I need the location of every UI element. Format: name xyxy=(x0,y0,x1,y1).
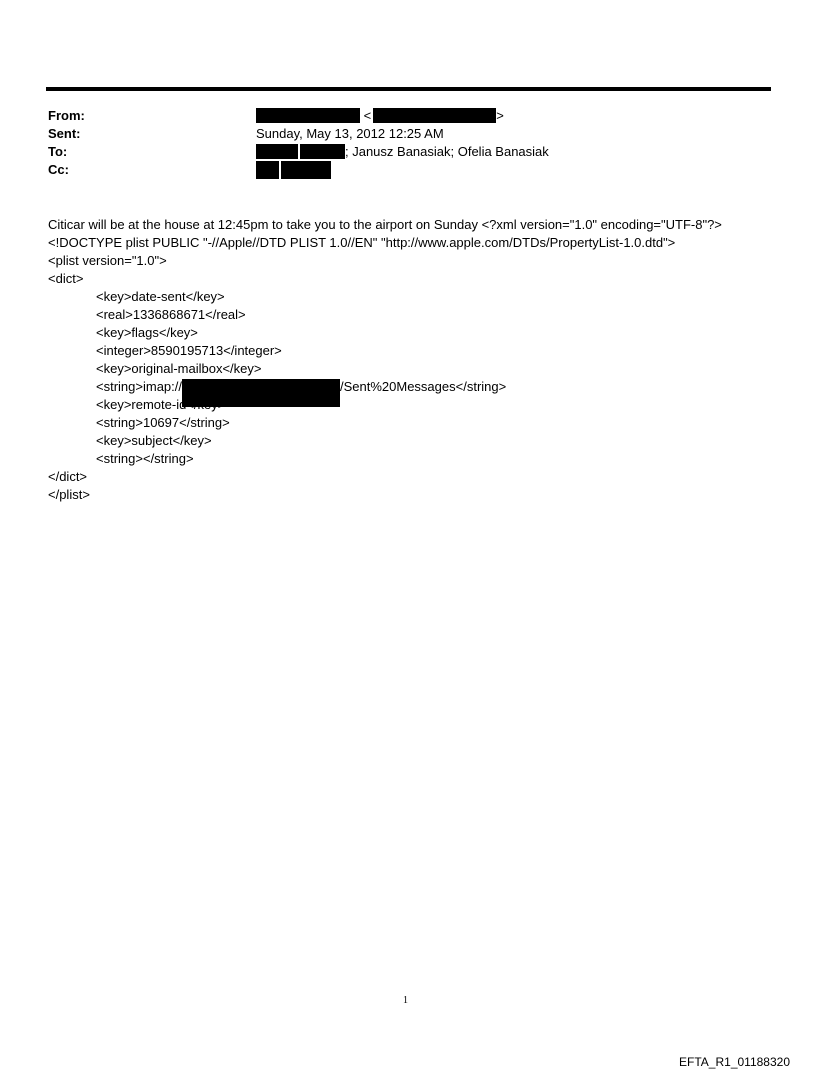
body-line: <key>original-mailbox</key> xyxy=(96,361,262,376)
cc-label: Cc: xyxy=(48,162,69,177)
imap-suffix: /Sent%20Messages</string> xyxy=(340,379,507,394)
sent-label: Sent: xyxy=(48,126,81,141)
body-line: <key>remote-id</key> xyxy=(96,397,226,412)
from-value xyxy=(256,108,504,124)
body-line-imap xyxy=(48,378,788,396)
to-redaction-first xyxy=(256,144,298,159)
imap-prefix: <string>imap:// xyxy=(96,379,182,394)
email-body xyxy=(48,216,788,504)
body-line: <real>1336868671</real> xyxy=(96,307,246,322)
body-line: <string></string> xyxy=(96,451,194,466)
body-line: <key>date-sent</key> xyxy=(96,289,225,304)
sent-value: Sunday, May 13, 2012 12:25 AM xyxy=(256,126,444,141)
body-line: <plist version="1.0"> xyxy=(48,253,167,268)
cc-redaction-last xyxy=(281,161,331,179)
body-line: <key>flags</key> xyxy=(96,325,198,340)
from-email-redaction xyxy=(373,108,496,123)
to-recipients-visible: ; Janusz Banasiak; Ofelia Banasiak xyxy=(345,144,549,159)
from-email-close: > xyxy=(496,108,504,123)
from-email-open: < xyxy=(363,108,372,123)
cc-redaction-first xyxy=(256,161,279,179)
from-label: From: xyxy=(48,108,85,123)
to-value xyxy=(256,144,549,160)
body-line: </dict> xyxy=(48,469,88,484)
body-line: <integer>8590195713</integer> xyxy=(96,343,282,358)
page-number: 1 xyxy=(403,995,408,1006)
body-line: </plist> xyxy=(48,487,90,502)
to-redaction-last xyxy=(300,144,345,159)
header-rule xyxy=(46,87,771,91)
body-line: Citicar will be at the house at 12:45pm to take you to the airport on Sunday <?xml version="1.0" encoding="UTF-8"?> xyxy=(48,217,722,232)
to-label: To: xyxy=(48,144,68,159)
body-line: <dict> xyxy=(48,271,84,286)
bates-number: EFTA_R1_01188320 xyxy=(679,1055,790,1069)
body-line: <key>subject</key> xyxy=(96,433,212,448)
body-line: <!DOCTYPE plist PUBLIC "-//Apple//DTD PLIST 1.0//EN" "http://www.apple.com/DTDs/PropertyList-1.0.dtd"> xyxy=(48,235,676,250)
body-line: <string>10697</string> xyxy=(96,415,230,430)
from-name-redaction xyxy=(256,108,360,123)
